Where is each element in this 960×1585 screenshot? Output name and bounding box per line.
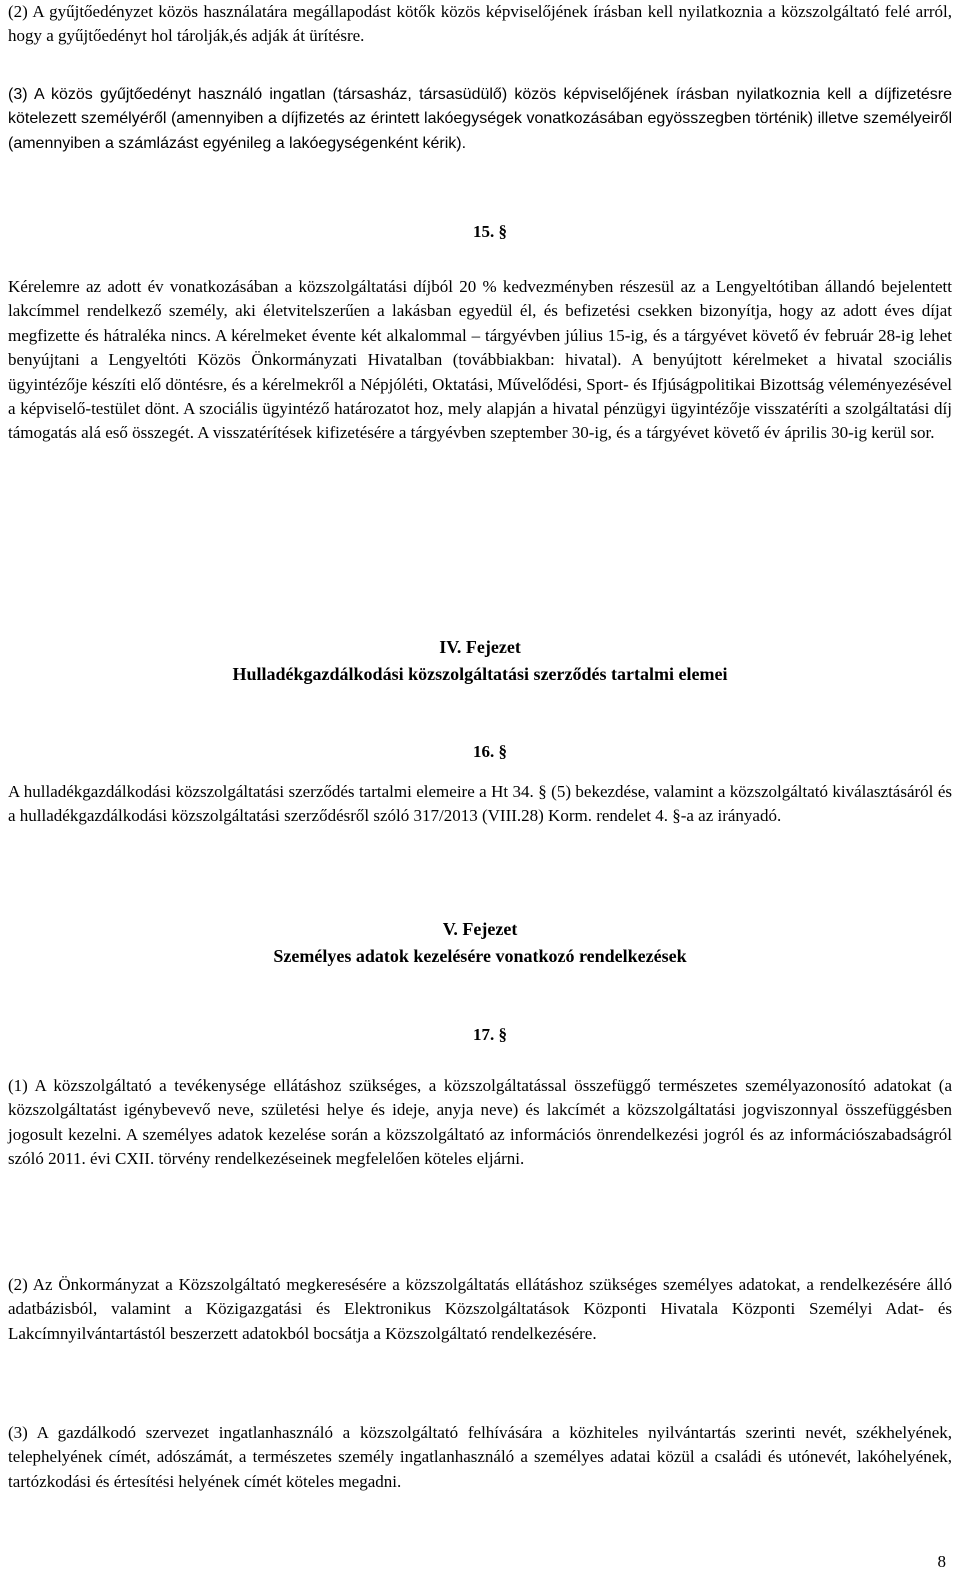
chapter-4-title: Hulladékgazdálkodási közszolgáltatási szerződés tartalmi elemei [232,664,728,684]
chapter-5-title: Személyes adatok kezelésére vonatkozó rendelkezések [273,946,687,966]
paragraph-15: Kérelemre az adott év vonatkozásában a közszolgáltatási díjból 20 % kedvezményben részesül az a Lengyeltótiban állandó bejelentett lakcímmel rendelkező személy, aki életvitelszerűen a lakásban egyedül él, és befizetési csekken bizonyítja, hogy az adott éves díjat megfizette és hátraléka nincs. A kérelmeket évente két alkalommal – tárgyévben július 15-ig, és a tárgyévet követő év február 28-ig lehet benyújtani a Lengyeltóti Közös Önkormányzati Hivatalban (továbbiakban: hivatal). A benyújtott kérelmeket a hivatal szociális ügyintézője készíti elő döntésre, és a kérelmekről a Népjóléti, Oktatási, Művelődési, Sport- és Ifjúságpolitikai Bizottság véleményezésével a képviselő-testület dönt. A szociális ügyintéző határozatot hoz, mely alapján a hivatal pénzügyi ügyintézője visszatéríti a szolgáltatási díj támogatás alá eső összegét. A visszatérítések kifizetésére a tárgyévben szeptember 30-ig, és a tárgyévet követő év április 30-ig kerül sor. [8,277,952,443]
chapter-5-number: V. Fejezet [442,919,518,939]
paragraph-14-2: (2) A gyűjtőedényzet közös használatára megállapodást kötők közös képviselőjének írásban kell nyilatkoznia a közszolgáltató felé arról, hogy a gyűjtőedényt hol tárolják,és adják át ürítésre. [8,2,952,46]
section-heading-16: 16. § [473,742,507,761]
paragraph-16: A hulladékgazdálkodási közszolgáltatási szerződés tartalmi elemeire a Ht 34. § (5) bekezdése, valamint a közszolgáltató kiválasztásáról és a hulladékgazdálkodási közszolgáltatási szerződésről szóló 317/2013 (VIII.28) Korm. rendelet 4. §-a az irányadó. [8,782,952,826]
section-heading-17: 17. § [473,1025,507,1044]
paragraph-17-2: (2) Az Önkormányzat a Közszolgáltató megkeresésére a közszolgáltatás ellátáshoz szükséges személyes adatokat, a rendelkezésére álló adatbázisból, valamint a Közigazgatási és Elektronikus Közszolgáltatások Központi Hivatala Központi Személyi Adat- és Lakcímnyilvántartástól beszerzett adatokból bocsátja a Közszolgáltató rendelkezésére. [8,1275,952,1343]
paragraph-14-3: (3) A közös gyűjtőedényt használó ingatlan (társasház, társasüdülő) közös képviselőjének írásban nyilatkoznia kell a díjfizetésre kötelezett személyéről (amennyiben a díjfizetés az érintett lakóegységek vonatkozásában egyösszegben történik) illetve személyeiről (amennyiben a számlázást egyénileg a lakóegységenként kérik). [8,86,952,152]
paragraph-17-3: (3) A gazdálkodó szervezet ingatlanhasználó a közszolgáltató felhívására a közhiteles nyilvántartás szerinti nevét, székhelyének, telephelyének címét, adószámát, a természetes személy ingatlanhasználó a személyes adatai közül a családi és utónevét, lakóhelyének, tartózkodási és értesítési helyének címét köteles megadni. [8,1423,952,1491]
paragraph-17-1: (1) A közszolgáltató a tevékenysége ellátáshoz szükséges, a közszolgáltatással összefüggő természetes személyazonosító adatokat (a közszolgáltatást igénybevevő neve, születési helye és ideje, anyja neve) és lakcímét a közszolgáltatási jogviszonnyal összefüggésben jogosult kezelni. A személyes adatok kezelése során a közszolgáltató az információs önrendelkezési jogról és az információszabadságról szóló 2011. évi CXII. törvény rendelkezéseinek megfelelően köteles eljárni. [8,1076,952,1169]
page-number: 8 [937,1552,946,1571]
section-heading-15: 15. § [473,222,507,241]
chapter-4-number: IV. Fejezet [439,637,521,657]
